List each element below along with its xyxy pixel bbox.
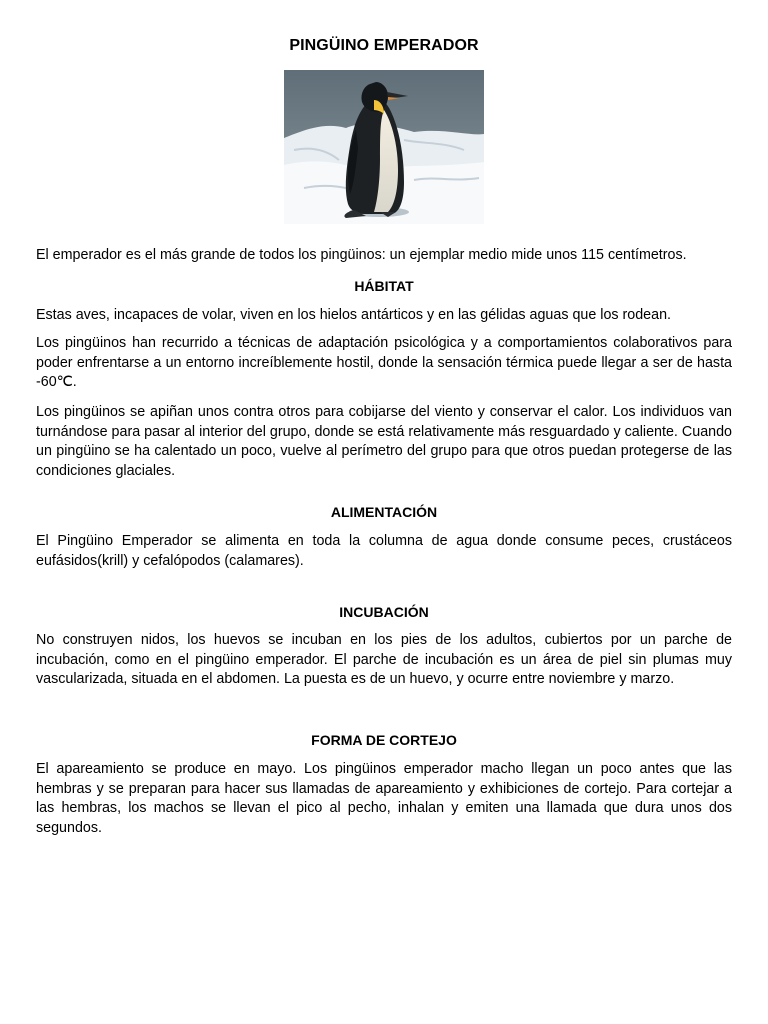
section-heading-alimentacion: ALIMENTACIÓN (330, 504, 438, 520)
habitat-paragraph-2: Los pingüinos han recurrido a técnicas de adaptación psicológica y a comportamientos colaborativos para poder enfrentarse a un entorno increíblemente hostil, donde la sensación térmica puede llegar a ser de hasta -60℃. (36, 335, 732, 391)
habitat-paragraph-3: Los pingüinos se apiñan unos contra otros para cobijarse del viento y conservar el calor. Los individuos van turnándose para pasar al interior del grupo, donde se está relativamente más resguardado y caliente. Cuando un pingüino se ha calentado un poco, vuelve al perímetro del grupo para que otros puedan protegerse de las condiciones glaciales. (36, 404, 732, 479)
alimentacion-paragraph: El Pingüino Emperador se alimenta en toda la columna de agua donde consume peces, crustáceos eufásidos(krill) y cefalópodos (calamares). (36, 533, 732, 569)
section-heading-cortejo: FORMA DE CORTEJO (311, 732, 457, 748)
habitat-paragraph-1: Estas aves, incapaces de volar, viven en los hielos antárticos y en las gélidas aguas que los rodean. (36, 307, 672, 323)
section-heading-incubacion: INCUBACIÓN (339, 604, 429, 620)
cortejo-paragraph: El apareamiento se produce en mayo. Los pingüinos emperador macho llegan un poco antes que las hembras y se preparan para hacer sus llamadas de apareamiento y exhibiciones de cortejo. Para cortejar a las hembras, los machos se llevan el pico al pecho, inhalan y emiten una llamada que dura unos dos segundos. (36, 761, 732, 836)
intro-paragraph: El emperador es el más grande de todos los pingüinos: un ejemplar medio mide unos 115 centímetros. (36, 247, 687, 263)
document-title: PINGÜINO EMPERADOR (289, 37, 479, 54)
section-heading-habitat: HÁBITAT (354, 278, 414, 294)
penguin-photo (284, 70, 484, 224)
incubacion-paragraph: No construyen nidos, los huevos se incuban en los pies de los adultos, cubiertos por un parche de incubación, como en el pingüino emperador. El parche de incubación es un área de piel sin plumas muy vascularizada, situada en el abdomen. La puesta es de un huevo, y ocurre entre noviembre y marzo. (36, 632, 732, 688)
